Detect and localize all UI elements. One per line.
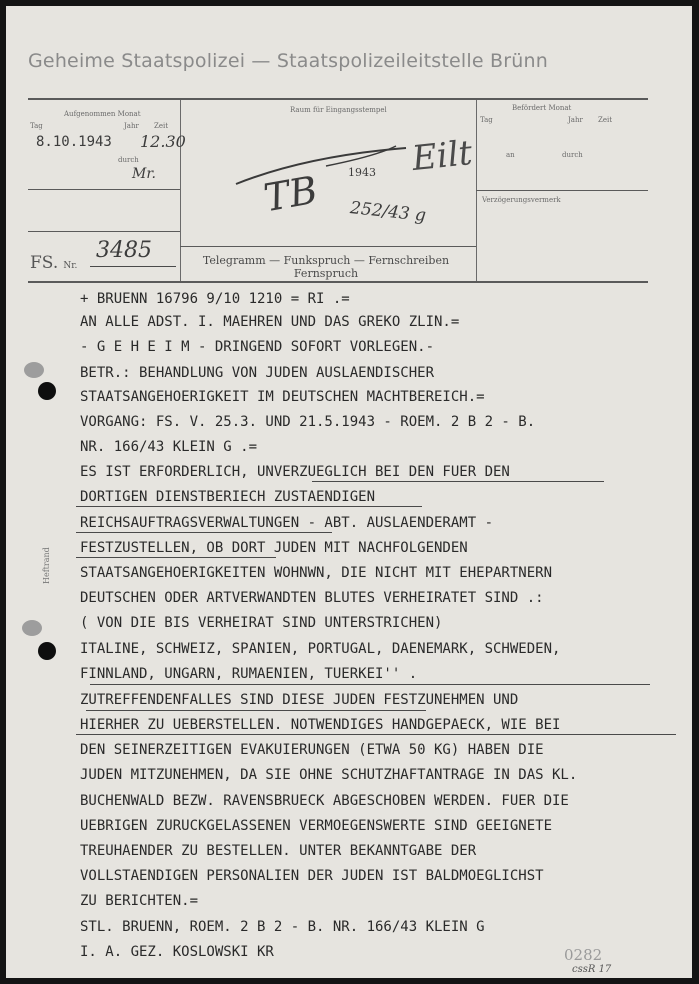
stamp-mark: Eilt (410, 132, 475, 180)
message-line: VORGANG: FS. V. 25.3. UND 21.5.1943 - ROEM. 2 B 2 - B. (80, 414, 536, 430)
punch-hole-2 (38, 642, 56, 660)
message-line: AN ALLE ADST. I. MAEHREN UND DAS GREKO ZLIN.= (80, 314, 460, 330)
message-line: ZUTREFFENDENFALLES SIND DIESE JUDEN FESTZUNEHMEN UND (80, 692, 519, 708)
message-line: REICHSAUFTRAGSVERWALTUNGEN - ABT. AUSLAENDERAMT - (80, 515, 494, 531)
form-divider-left (180, 100, 181, 281)
form-left-rule-2 (28, 231, 180, 232)
stamp-strokes (226, 126, 476, 246)
message-line: UEBRIGEN ZURUCKGELASSENEN VERMOEGENSWERTE SIND GEEIGNETE (80, 818, 553, 834)
message-line: STL. BRUENN, ROEM. 2 B 2 - B. NR. 166/43 KLEIN G (80, 919, 485, 935)
form-bottom-rule (28, 281, 648, 283)
message-line: NR. 166/43 KLEIN G .= (80, 439, 258, 455)
received-time: 12.30 (140, 132, 186, 151)
message-line: ITALINE, SCHWEIZ, SPANIEN, PORTUGAL, DAENEMARK, SCHWEDEN, (80, 641, 561, 657)
message-line: FESTZUSTELLEN, OB DORT JUDEN MIT NACHFOLGENDEN (80, 540, 468, 556)
form-right-rule-1 (476, 190, 648, 191)
stamp-year: 1943 (348, 166, 376, 179)
message-line: DEUTSCHEN ODER ARTVERWANDTEN BLUTES VERHEIRATET SIND .: (80, 590, 544, 606)
message-line: DORTIGEN DIENSTBERIECH ZUSTAENDIGEN (80, 489, 376, 505)
fs-number-underline (90, 266, 176, 267)
underline-countries-2 (86, 710, 426, 711)
message-line: DEN SEINERZEITIGEN EVAKUIERUNGEN (ETWA 50 KG) HABEN DIE (80, 742, 544, 758)
stamp-stroke-1 (236, 148, 406, 184)
message-line: BUCHENWALD BEZW. RAVENSBRUECK ABGESCHOBEN WERDEN. FUER DIE (80, 793, 569, 809)
forwarded-label-time: Zeit (598, 116, 613, 124)
received-label-year: Jahr (124, 122, 139, 130)
nr-text: Nr. (63, 261, 78, 271)
message-line: + BRUENN 16796 9/10 1210 = RI .= (80, 291, 350, 307)
stamp-ref: 252/43 g (349, 198, 427, 226)
received-by: Mr. (132, 166, 156, 182)
forwarded-label-day: Tag (480, 116, 493, 124)
punch-hole-1 (38, 382, 56, 400)
punch-hole-ghost-2 (22, 620, 42, 636)
underline-hierher (76, 734, 676, 735)
telegram-types (192, 254, 460, 280)
stamp-space-label: Raum für Eingangsstempel (290, 106, 387, 114)
message-line: ZU BERICHTEN.= (80, 893, 199, 909)
stamp-handwriting: TB (260, 167, 321, 221)
underline-countries-1 (90, 684, 650, 685)
received-label-month: Aufgenommen Monat (64, 110, 141, 118)
fs-text: FS. (30, 253, 59, 273)
archive-stamp-number: 0282 (564, 946, 603, 964)
forwarded-durch-label: durch (562, 151, 583, 159)
page-title: Geheime Staatspolizei — Staatspolizeileitstelle Brünn (28, 50, 548, 72)
underline-unverzueglich (312, 481, 604, 482)
form-center-rule (180, 246, 476, 247)
received-label-day: Tag (30, 122, 43, 130)
received-date: 8.10.1943 (36, 134, 112, 150)
message-line: HIERHER ZU UEBERSTELLEN. NOTWENDIGES HANDGEPAECK, WIE BEI (80, 717, 561, 733)
archive-stamp-code: cssR 17 (572, 964, 612, 975)
fs-number: 3485 (96, 238, 152, 263)
telegram-types-line-2: Fernspruch (293, 267, 359, 280)
message-line: FINNLAND, UNGARN, RUMAENIEN, TUERKEI'' . (80, 666, 418, 682)
binding-margin-label: Heftrand (42, 547, 51, 584)
message-line: - G E H E I M - DRINGEND SOFORT VORLEGEN.- (80, 339, 435, 355)
underline-reichsauftrag (76, 532, 332, 533)
underline-dortigen (76, 506, 422, 507)
telegram-types-line-1: Telegramm — Funkspruch — Fernschreiben (202, 254, 450, 267)
message-line: JUDEN MITZUNEHMEN, DA SIE OHNE SCHUTZHAFTANTRAGE IN DAS KL. (80, 767, 578, 783)
message-line: I. A. GEZ. KOSLOWSKI KR (80, 944, 274, 960)
form-top-rule (28, 98, 648, 100)
message-line: STAATSANGEHOERIGKEITEN WOHNWN, DIE NICHT MIT EHEPARTNERN (80, 565, 553, 581)
message-line: ( VON DIE BIS VERHEIRAT SIND UNTERSTRICHEN) (80, 615, 443, 631)
forwarded-label-month: Befördert Monat (512, 104, 572, 112)
punch-hole-ghost-1 (24, 362, 44, 378)
message-line: BETR.: BEHANDLUNG VON JUDEN AUSLAENDISCHER (80, 365, 435, 381)
message-line: ES IST ERFORDERLICH, UNVERZUEGLICH BEI DEN FUER DEN (80, 464, 510, 480)
message-line: STAATSANGEHOERIGKEIT IM DEUTSCHEN MACHTBEREICH.= (80, 389, 485, 405)
telegram-document (6, 6, 692, 978)
received-durch-label: durch (118, 156, 139, 164)
forwarded-label-year: Jahr (568, 116, 583, 124)
message-line: TREUHAENDER ZU BESTELLEN. UNTER BEKANNTGABE DER (80, 843, 477, 859)
fs-label (30, 253, 77, 273)
delay-label: Verzögerungsvermerk (482, 196, 561, 204)
forwarded-an-label: an (506, 151, 515, 159)
received-label-time: Zeit (154, 122, 169, 130)
form-left-rule-1 (28, 189, 180, 190)
message-line: VOLLSTAENDIGEN PERSONALIEN DER JUDEN IST BALDMOEGLICHST (80, 868, 544, 884)
underline-festzustellen (76, 557, 276, 558)
